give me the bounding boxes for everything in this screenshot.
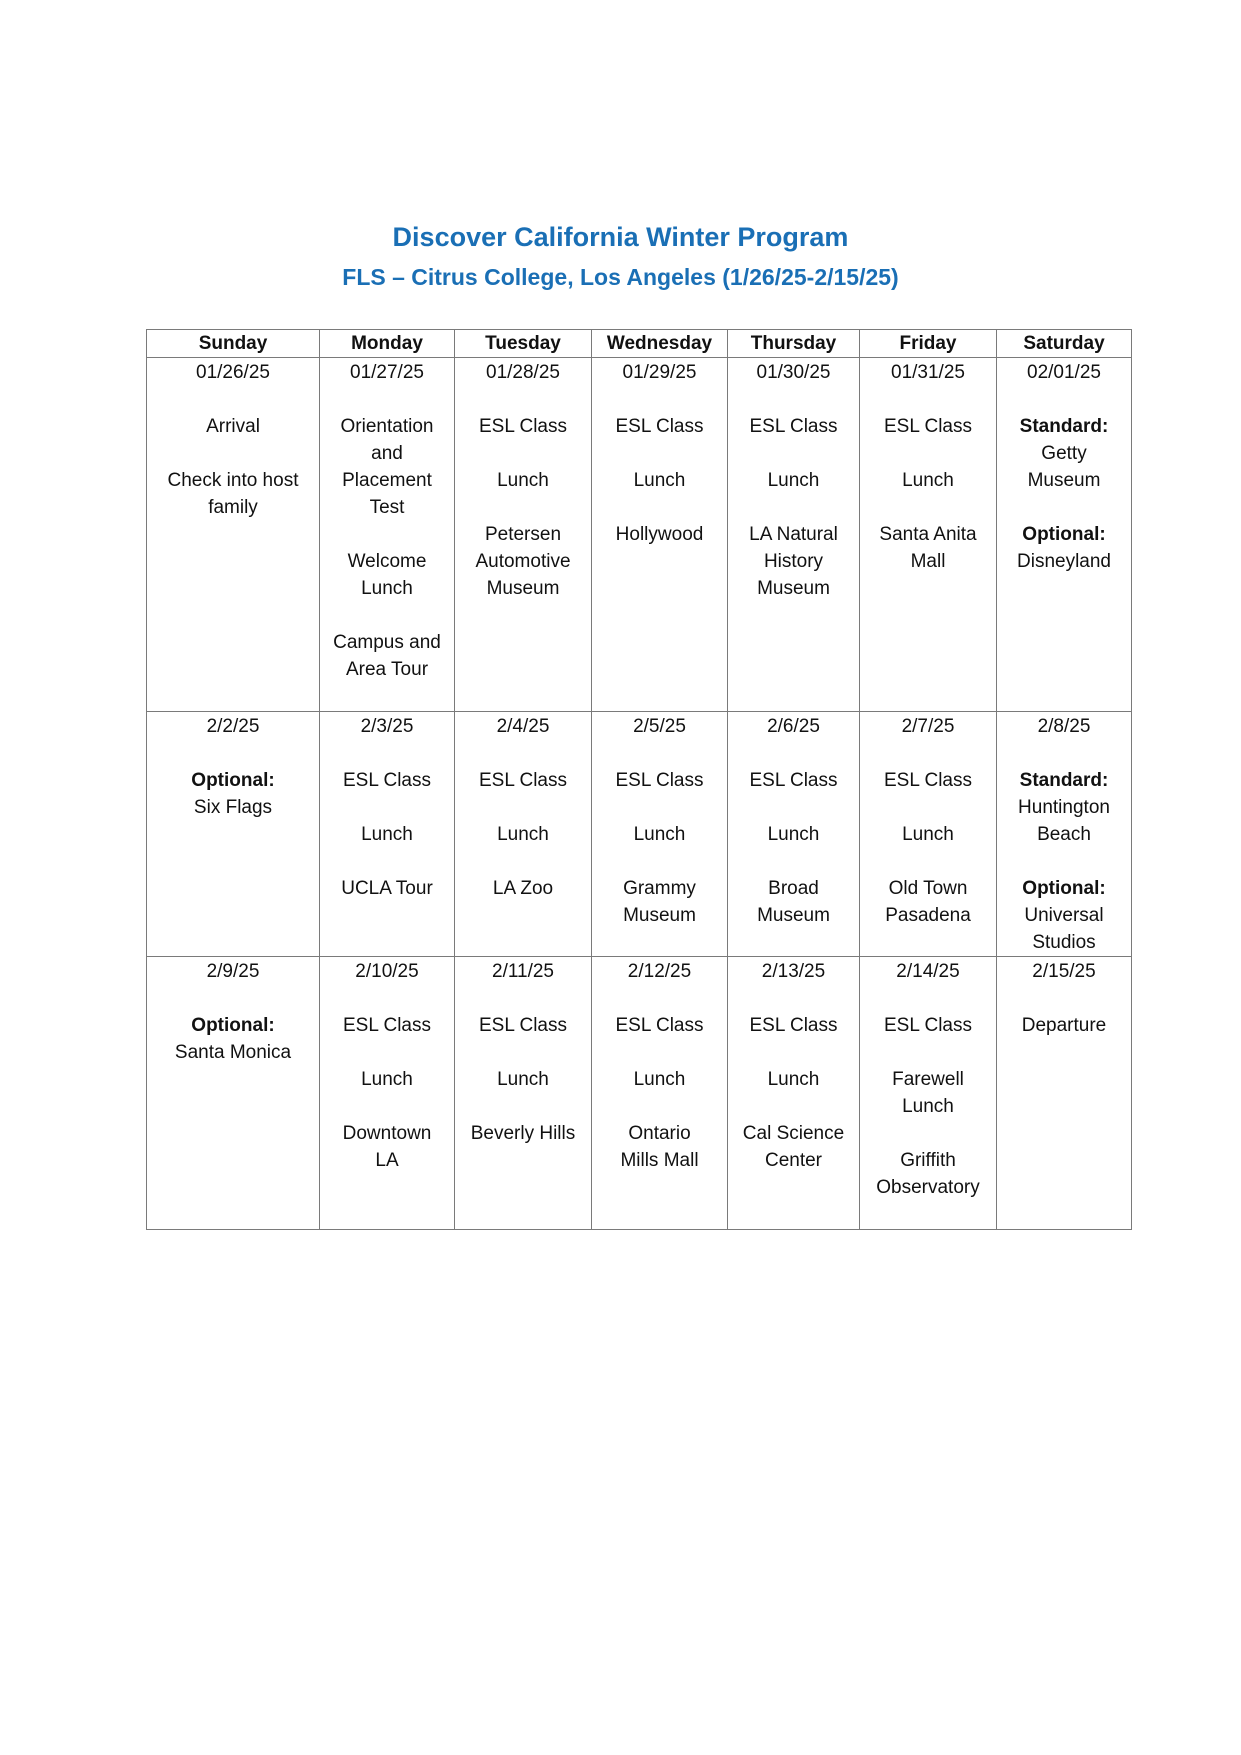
day-date: 2/13/25 (761, 961, 826, 982)
activity-line: Automotive (475, 551, 571, 572)
activity-line: ESL Class (749, 770, 838, 791)
column-header-saturday: Saturday (997, 330, 1132, 358)
spacer (457, 494, 589, 521)
activity-line: Lunch (361, 824, 413, 845)
activity-line: Beverly Hills (470, 1123, 576, 1144)
spacer (457, 848, 589, 875)
activity-line: Departure (1021, 1015, 1107, 1036)
day-date: 01/27/25 (350, 362, 424, 383)
activity-line: Optional: (191, 770, 275, 791)
spacer (594, 386, 725, 413)
activity-line: Standard: (1019, 416, 1109, 437)
spacer (730, 440, 857, 467)
activity-line: Museum (757, 578, 830, 599)
column-header-friday: Friday (860, 330, 997, 358)
activity-line: Petersen (484, 524, 562, 545)
spacer (149, 740, 317, 767)
activity-line: Placement (342, 470, 432, 491)
header-row (147, 330, 1132, 358)
day-cell-wednesday (592, 358, 728, 712)
activity-line: ESL Class (479, 1015, 567, 1036)
activity-line: Lunch (497, 1069, 549, 1090)
day-date: 02/01/25 (1027, 362, 1101, 383)
spacer (457, 440, 589, 467)
activity-line: Area Tour (345, 659, 429, 680)
week-row (147, 957, 1132, 1230)
column-header-sunday: Sunday (147, 330, 320, 358)
spacer (730, 386, 857, 413)
activity-line: Mills Mall (620, 1150, 699, 1171)
spacer (457, 1039, 589, 1066)
day-date: 2/5/25 (633, 716, 686, 737)
spacer (457, 1093, 589, 1120)
activity-line: Lunch (767, 470, 820, 491)
spacer (730, 985, 857, 1012)
day-date: 2/10/25 (355, 961, 419, 982)
spacer (999, 985, 1129, 1012)
activity-line: Lunch (767, 1069, 820, 1090)
spacer (322, 386, 452, 413)
activity-line: ESL Class (343, 770, 431, 791)
spacer (862, 985, 994, 1012)
activity-line: Lunch (633, 470, 686, 491)
activity-line: Universal (1024, 905, 1104, 926)
activity-line: Santa Monica (174, 1042, 292, 1063)
day-cell-monday (320, 712, 455, 957)
activity-line: ESL Class (343, 1015, 431, 1036)
activity-line: Studios (1032, 932, 1096, 953)
spacer (457, 985, 589, 1012)
spacer (149, 985, 317, 1012)
activity-line: LA (375, 1150, 399, 1171)
day-date: 2/14/25 (896, 961, 960, 982)
activity-line: Six Flags (193, 797, 273, 818)
spacer (322, 602, 452, 629)
activity-line: Lunch (902, 470, 954, 491)
week-row (147, 712, 1132, 957)
activity-line: Museum (486, 578, 560, 599)
day-date: 2/15/25 (1032, 961, 1096, 982)
activity-line: History (763, 551, 824, 572)
activity-line: Museum (1027, 470, 1101, 491)
spacer (862, 1120, 994, 1147)
activity-line: ESL Class (615, 416, 704, 437)
spacer (594, 985, 725, 1012)
day-cell-wednesday (592, 957, 728, 1230)
day-cell-monday (320, 957, 455, 1230)
spacer (730, 848, 857, 875)
spacer (322, 848, 452, 875)
activity-line: LA Zoo (492, 878, 554, 899)
day-cell-tuesday (455, 957, 592, 1230)
day-cell-saturday (997, 957, 1132, 1230)
day-date: 2/6/25 (767, 716, 820, 737)
spacer (862, 848, 994, 875)
activity-line: Optional: (191, 1015, 275, 1036)
spacer (730, 494, 857, 521)
week-row (147, 358, 1132, 712)
activity-line: Beach (1037, 824, 1091, 845)
column-header-thursday: Thursday (728, 330, 860, 358)
column-header-monday: Monday (320, 330, 455, 358)
activity-line: Lunch (767, 824, 820, 845)
activity-line: Disneyland (1017, 551, 1111, 572)
day-date: 01/28/25 (486, 362, 560, 383)
activity-line: Check into host (167, 470, 299, 491)
spacer (730, 740, 857, 767)
spacer (457, 794, 589, 821)
day-date: 2/7/25 (901, 716, 955, 737)
activity-line: Broad (768, 878, 819, 899)
spacer (862, 794, 994, 821)
day-cell-friday (860, 358, 997, 712)
activity-line: Santa Anita (879, 524, 977, 545)
activity-line: Lunch (497, 470, 549, 491)
activity-line: Optional: (1022, 878, 1106, 899)
day-date: 2/8/25 (1037, 716, 1091, 737)
activity-line: Lunch (902, 1096, 954, 1117)
page-subtitle: FLS – Citrus College, Los Angeles (1/26/25-2/15/25) (342, 264, 899, 290)
activity-line: Orientation (340, 416, 434, 437)
spacer (322, 985, 452, 1012)
activity-line: LA Natural (749, 524, 838, 545)
spacer (594, 440, 725, 467)
activity-line: ESL Class (615, 1015, 704, 1036)
column-header-tuesday: Tuesday (455, 330, 592, 358)
activity-line: Standard: (1019, 770, 1109, 791)
column-header-wednesday: Wednesday (592, 330, 728, 358)
activity-line: Test (369, 497, 405, 518)
activity-line: Lunch (633, 824, 686, 845)
activity-line: Ontario (628, 1123, 691, 1144)
activity-line: Arrival (206, 416, 260, 437)
day-cell-tuesday (455, 712, 592, 957)
spacer (999, 386, 1129, 413)
spacer (862, 494, 994, 521)
spacer (322, 1039, 452, 1066)
day-cell-sunday (147, 712, 320, 957)
day-cell-thursday (728, 358, 860, 712)
day-date: 01/26/25 (196, 362, 270, 383)
activity-line: ESL Class (884, 416, 972, 437)
spacer (594, 1093, 725, 1120)
activity-line: Hollywood (615, 524, 704, 545)
activity-line: ESL Class (615, 770, 704, 791)
spacer (999, 740, 1129, 767)
day-cell-sunday (147, 358, 320, 712)
spacer (322, 794, 452, 821)
day-date: 2/3/25 (360, 716, 414, 737)
day-date: 2/9/25 (206, 961, 260, 982)
spacer (999, 494, 1129, 521)
activity-line: family (208, 497, 258, 518)
activity-line: Griffith (900, 1150, 956, 1171)
day-cell-monday (320, 358, 455, 712)
activity-line: Lunch (497, 824, 549, 845)
day-cell-sunday (147, 957, 320, 1230)
day-cell-saturday (997, 712, 1132, 957)
day-date: 2/2/25 (206, 716, 260, 737)
spacer (862, 740, 994, 767)
activity-line: Lunch (633, 1069, 686, 1090)
day-cell-tuesday (455, 358, 592, 712)
activity-line: Lunch (361, 1069, 413, 1090)
activity-line: Campus and (333, 632, 441, 653)
activity-line: Huntington (1018, 797, 1110, 818)
activity-line: Observatory (876, 1177, 980, 1198)
spacer (149, 440, 317, 467)
day-cell-thursday (728, 957, 860, 1230)
spacer (322, 1093, 452, 1120)
spacer (730, 794, 857, 821)
activity-line: Center (764, 1150, 823, 1171)
spacer (862, 1039, 994, 1066)
activity-line: Old Town (888, 878, 968, 899)
spacer (862, 440, 994, 467)
page-title: Discover California Winter Program (392, 222, 849, 252)
activity-line: Optional: (1022, 524, 1106, 545)
activity-line: Lunch (361, 578, 413, 599)
day-cell-wednesday (592, 712, 728, 957)
activity-line: Museum (757, 905, 830, 926)
day-cell-thursday (728, 712, 860, 957)
activity-line: Cal Science (742, 1123, 845, 1144)
spacer (594, 494, 725, 521)
activity-line: and (371, 443, 403, 464)
activity-line: Farewell (892, 1069, 964, 1090)
schedule-table (146, 329, 1132, 1230)
activity-line: ESL Class (884, 1015, 972, 1036)
activity-line: ESL Class (479, 416, 567, 437)
spacer (999, 848, 1129, 875)
spacer (862, 386, 994, 413)
activity-line: Mall (910, 551, 946, 572)
spacer (594, 794, 725, 821)
spacer (730, 1039, 857, 1066)
spacer (457, 386, 589, 413)
activity-line: ESL Class (749, 1015, 838, 1036)
spacer (594, 848, 725, 875)
day-date: 2/12/25 (627, 961, 692, 982)
activity-line: ESL Class (749, 416, 838, 437)
activity-line: ESL Class (884, 770, 972, 791)
activity-line: Lunch (902, 824, 954, 845)
activity-line: Downtown (342, 1123, 432, 1144)
activity-line: Welcome (347, 551, 427, 572)
activity-line: ESL Class (479, 770, 567, 791)
spacer (149, 386, 317, 413)
activity-line: Museum (623, 905, 696, 926)
spacer (730, 1093, 857, 1120)
day-date: 01/31/25 (891, 362, 965, 383)
day-cell-saturday (997, 358, 1132, 712)
day-date: 2/4/25 (496, 716, 550, 737)
day-date: 2/11/25 (492, 961, 554, 982)
spacer (322, 740, 452, 767)
spacer (594, 1039, 725, 1066)
activity-line: Pasadena (885, 905, 971, 926)
spacer (594, 740, 725, 767)
day-cell-friday (860, 712, 997, 957)
activity-line: UCLA Tour (341, 878, 433, 899)
spacer (457, 740, 589, 767)
day-date: 01/29/25 (622, 362, 697, 383)
spacer (322, 521, 452, 548)
activity-line: Getty (1041, 443, 1087, 464)
day-date: 01/30/25 (756, 362, 831, 383)
day-cell-friday (860, 957, 997, 1230)
activity-line: Grammy (623, 878, 696, 899)
